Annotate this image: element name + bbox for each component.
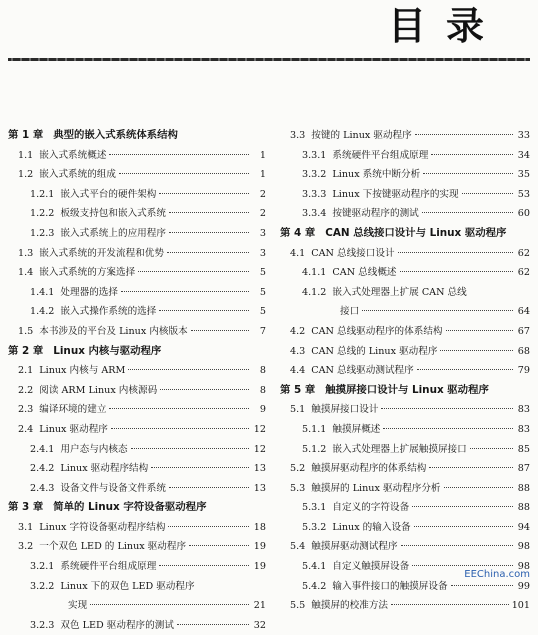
toc-page-number: 8 xyxy=(259,384,266,396)
toc-dot-leader xyxy=(167,252,249,253)
toc-entry-number: 3.2.2 xyxy=(30,580,55,592)
toc-entry-number: 4.3 xyxy=(290,345,306,357)
toc-entry xyxy=(8,263,266,283)
toc-entry xyxy=(8,224,266,244)
toc-entry xyxy=(8,440,266,460)
toc-entry-title: Linux 内核与 ARM xyxy=(39,365,126,377)
toc-entry-number: 2.4.2 xyxy=(30,463,55,475)
toc-entry-title: 板级支持包和嵌入式系统 xyxy=(60,208,166,220)
toc-entry xyxy=(280,498,530,518)
title-char-2: 录 xyxy=(445,4,484,48)
toc-dot-leader xyxy=(362,310,513,311)
toc-chapter-heading xyxy=(8,498,266,518)
toc-entry xyxy=(280,244,530,264)
toc-page-number: 19 xyxy=(253,561,266,573)
toc-page-number: 88 xyxy=(517,482,530,494)
toc-page-number: 53 xyxy=(517,188,530,200)
toc-dot-leader xyxy=(159,565,249,566)
toc-entry-title: 按键驱动程序的测试 xyxy=(332,208,419,220)
toc-dot-leader xyxy=(451,585,513,586)
toc-entry-title: 触摸屏概述 xyxy=(332,423,381,435)
toc-page-number: 83 xyxy=(517,404,530,416)
toc-page-number: 64 xyxy=(517,306,530,318)
toc-dot-leader xyxy=(131,448,249,449)
toc-dot-leader xyxy=(159,310,249,311)
toc-dot-leader xyxy=(159,193,249,194)
toc-entry-title: Linux 的输入设备 xyxy=(332,521,411,533)
toc-entry xyxy=(280,283,530,303)
toc-entry-number: 2.1 xyxy=(18,365,34,377)
toc-page-number: 68 xyxy=(517,345,530,357)
toc-entry-title: CAN 总线驱动程序的体系结构 xyxy=(311,325,443,337)
toc-entry xyxy=(8,381,266,401)
toc-entry xyxy=(8,146,266,166)
toc-page-number: 85 xyxy=(517,443,530,455)
toc-entry xyxy=(8,244,266,264)
toc-entry-number: 2.4.1 xyxy=(30,443,55,455)
toc-dot-leader xyxy=(414,526,513,527)
toc-entry-number: 5.3 xyxy=(290,482,306,494)
toc-entry-number: 5.3.2 xyxy=(302,521,327,533)
toc-entry-number: 第 4 章 xyxy=(280,226,316,239)
toc-dot-leader xyxy=(412,565,513,566)
toc-entry-title: Linux 下按键驱动程序的实现 xyxy=(332,188,459,200)
toc-dot-leader xyxy=(109,408,249,409)
toc-dot-leader xyxy=(400,271,513,272)
toc-page-number: 3 xyxy=(259,227,266,239)
toc-entry-title: Linux 系统中断分析 xyxy=(332,169,421,181)
toc-page-number: 35 xyxy=(517,169,530,181)
toc-entry-title: Linux 内核与驱动程序 xyxy=(53,344,162,357)
toc-dot-leader xyxy=(470,448,513,449)
toc-entry-number: 2.3 xyxy=(18,404,34,416)
toc-page-number: 1 xyxy=(259,149,266,161)
toc-entry-number: 3.2 xyxy=(18,541,34,553)
toc-entry xyxy=(8,302,266,322)
toc-entry-title: 触摸屏驱动测试程序 xyxy=(311,541,398,553)
toc-entry xyxy=(280,263,530,283)
toc-entry-number: 2.4 xyxy=(18,423,34,435)
toc-entry-title: 处理器的选择 xyxy=(60,286,118,298)
toc-entry-title: CAN 总线的 Linux 驱动程序 xyxy=(311,345,438,357)
toc-page-number: 18 xyxy=(253,521,266,533)
toc-chapter-heading xyxy=(8,126,266,146)
toc-dot-leader xyxy=(412,506,513,507)
toc-page-number: 99 xyxy=(517,580,530,592)
toc-entry-title: 系统硬件平台组成原理 xyxy=(332,149,429,161)
toc-entry-number: 4.1.2 xyxy=(302,286,327,298)
toc-entry-title: 嵌入式系统的组成 xyxy=(39,169,117,181)
toc-entry-title: 触摸屏驱动程序的体系结构 xyxy=(311,463,427,475)
toc-entry-number: 3.3 xyxy=(290,130,306,141)
toc-entry xyxy=(8,185,266,205)
toc-entry-title: 嵌入式处理器上扩展 CAN 总线 xyxy=(332,286,467,298)
toc-entry-number: 1.2.2 xyxy=(30,208,55,220)
toc-entry-title: Linux 驱动程序 xyxy=(39,423,108,435)
toc-page-number: 67 xyxy=(517,325,530,337)
toc-page-number: 13 xyxy=(253,482,266,494)
toc-dot-leader xyxy=(446,330,513,331)
toc-entry-title: 双色 LED 驱动程序的测试 xyxy=(60,619,174,631)
toc-entry-number: 4.1 xyxy=(290,247,306,259)
toc-entry-number: 5.1 xyxy=(290,404,306,416)
toc-entry-title: 本书涉及的平台及 Linux 内核版本 xyxy=(39,325,188,337)
toc-dot-leader xyxy=(431,154,513,155)
toc-entry-number: 5.2 xyxy=(290,463,306,475)
toc-entry-title: Linux 驱动程序结构 xyxy=(60,463,149,475)
toc-entry xyxy=(8,165,266,185)
toc-entry-number: 3.3.1 xyxy=(302,149,327,161)
toc-dot-leader xyxy=(160,389,249,390)
toc-entry-number: 第 1 章 xyxy=(8,129,44,141)
toc-dot-leader xyxy=(90,604,249,605)
toc-entry-title: 嵌入式平台的硬件架构 xyxy=(60,188,157,200)
toc-entry-number: 1.2.1 xyxy=(30,188,55,200)
toc-entry-number: 第 5 章 xyxy=(280,383,316,396)
toc-entry-number: 2.4.3 xyxy=(30,482,55,494)
toc-page-number: 2 xyxy=(259,188,266,200)
toc-entry-number: 3.2.1 xyxy=(30,561,55,573)
toc-entry-title: 自定义触摸屏设备 xyxy=(332,561,410,573)
toc-entry-title: 接口 xyxy=(340,306,360,318)
watermark: EEChina.com xyxy=(464,569,530,580)
title-char-1: 目 xyxy=(387,4,426,48)
toc-page-number: 87 xyxy=(517,463,530,475)
toc-dot-leader xyxy=(423,173,513,174)
toc-dot-leader xyxy=(169,212,249,213)
toc-entry xyxy=(280,361,530,381)
toc-entry xyxy=(8,577,266,597)
title-rule xyxy=(8,58,530,61)
toc-entry xyxy=(280,204,530,224)
toc-entry-number: 5.4 xyxy=(290,541,306,553)
toc-entry-number: 4.2 xyxy=(290,325,306,337)
toc-entry-title: 简单的 Linux 字符设备驱动程序 xyxy=(53,501,207,514)
toc-entry-number: 1.2 xyxy=(18,169,34,181)
toc-entry-number: 1.1 xyxy=(18,149,34,161)
toc-page-number: 9 xyxy=(259,404,266,416)
toc-dot-leader xyxy=(109,154,249,155)
toc-entry xyxy=(280,440,530,460)
toc-page-number: 94 xyxy=(517,521,530,533)
toc-entry xyxy=(8,420,266,440)
toc-entry-title: 嵌入式系统概述 xyxy=(39,149,107,161)
toc-entry xyxy=(8,322,266,342)
toc-dot-leader xyxy=(189,545,249,546)
toc-chapter-heading xyxy=(280,381,530,401)
toc-entry-number: 2.2 xyxy=(18,384,34,396)
toc-page-number: 101 xyxy=(511,600,530,612)
toc-entry-title: 嵌入式系统上的应用程序 xyxy=(60,227,166,239)
toc-dot-leader xyxy=(398,252,513,253)
toc-entry xyxy=(280,479,530,499)
toc-chapter-heading xyxy=(8,342,266,362)
toc-page-number: 5 xyxy=(259,286,266,298)
toc-entry-number: 1.4.2 xyxy=(30,306,55,318)
toc-dot-leader xyxy=(401,545,513,546)
toc-page-number: 33 xyxy=(517,130,530,141)
toc-page-number: 88 xyxy=(517,502,530,514)
toc-entry-number: 5.4.2 xyxy=(302,580,327,592)
toc-entry xyxy=(280,518,530,538)
toc-dot-leader xyxy=(177,624,249,625)
toc-entry xyxy=(280,185,530,205)
toc-page-number: 12 xyxy=(253,423,266,435)
toc-left-column xyxy=(8,126,266,635)
toc-entry-number: 5.4.1 xyxy=(302,561,327,573)
toc-page-number: 19 xyxy=(253,541,266,553)
toc-entry-title: 编译环境的建立 xyxy=(39,404,107,416)
toc-dot-leader xyxy=(440,350,513,351)
toc-entry xyxy=(280,146,530,166)
toc-entry-title: 阅读 ARM Linux 内核源码 xyxy=(39,384,158,396)
toc-entry-title: 实现 xyxy=(68,600,88,612)
toc-dot-leader xyxy=(391,604,509,605)
toc-entry xyxy=(280,537,530,557)
toc-entry-title: CAN 总线接口设计与 Linux 驱动程序 xyxy=(325,226,507,239)
toc-dot-leader xyxy=(191,330,249,331)
toc-dot-leader xyxy=(169,232,249,233)
toc-dot-leader xyxy=(429,467,513,468)
toc-entry-number: 5.1.1 xyxy=(302,423,327,435)
toc-page-number: 21 xyxy=(253,600,266,612)
toc-page-number: 62 xyxy=(517,267,530,279)
page-title xyxy=(388,4,484,48)
toc-dot-leader xyxy=(119,173,249,174)
toc-entry-number: 1.4.1 xyxy=(30,286,55,298)
toc-entry xyxy=(8,400,266,420)
toc-entry xyxy=(280,596,530,616)
toc-entry xyxy=(280,420,530,440)
toc-page-number: 7 xyxy=(259,325,266,337)
toc-entry-number: 3.2.3 xyxy=(30,619,55,631)
toc-page-number: 32 xyxy=(253,619,266,631)
toc-entry-title: CAN 总线概述 xyxy=(332,267,397,279)
toc-entry xyxy=(280,400,530,420)
toc-entry-number: 3.3.2 xyxy=(302,169,327,181)
toc-entry-title: 系统硬件平台组成原理 xyxy=(60,561,157,573)
toc-dot-leader xyxy=(111,428,249,429)
toc-dot-leader xyxy=(169,487,249,488)
toc-entry-number: 第 2 章 xyxy=(8,344,44,357)
toc-entry-title: 嵌入式系统的开发流程和优势 xyxy=(39,247,164,259)
toc-dot-leader xyxy=(462,193,513,194)
toc-entry xyxy=(280,302,530,322)
toc-page-number: 98 xyxy=(517,541,530,553)
toc-entry-number: 3.3.3 xyxy=(302,188,327,200)
toc-entry-title: 触摸屏接口设计 xyxy=(311,404,379,416)
toc-entry-title: 触摸屏的 Linux 驱动程序分析 xyxy=(311,482,441,494)
toc-entry xyxy=(8,616,266,635)
toc-entry-title: 嵌入式操作系统的选择 xyxy=(60,306,157,318)
toc-page-number: 83 xyxy=(517,423,530,435)
toc-right-column xyxy=(280,126,530,616)
toc-page-number: 34 xyxy=(517,149,530,161)
toc-entry xyxy=(8,537,266,557)
toc-entry-title: 输入事件接口的触摸屏设备 xyxy=(332,580,448,592)
toc-entry-number: 3.1 xyxy=(18,521,34,533)
toc-entry xyxy=(8,459,266,479)
toc-page-number: 60 xyxy=(517,208,530,220)
toc-entry-title: Linux 字符设备驱动程序结构 xyxy=(39,521,166,533)
toc-chapter-heading xyxy=(280,224,530,244)
toc-page-number: 2 xyxy=(259,208,266,220)
toc-dot-leader xyxy=(422,212,513,213)
toc-entry-title: 自定义的字符设备 xyxy=(332,502,410,514)
toc-dot-leader xyxy=(417,369,513,370)
toc-entry xyxy=(8,204,266,224)
toc-entry-number: 1.5 xyxy=(18,325,34,337)
toc-entry-number: 1.4 xyxy=(18,267,34,279)
toc-entry-title: 典型的嵌入式系统体系结构 xyxy=(53,129,178,141)
toc-entry-title: 触摸屏接口设计与 Linux 驱动程序 xyxy=(325,383,489,396)
toc-dot-leader xyxy=(168,526,249,527)
toc-entry-number: 5.3.1 xyxy=(302,502,327,514)
toc-dot-leader xyxy=(383,428,513,429)
toc-page-number: 12 xyxy=(253,443,266,455)
toc-page-number: 8 xyxy=(259,365,266,377)
toc-entry xyxy=(8,361,266,381)
toc-entry xyxy=(8,479,266,499)
toc-entry-number: 4.4 xyxy=(290,365,306,377)
toc-entry xyxy=(280,459,530,479)
toc-dot-leader xyxy=(415,134,513,135)
toc-entry-title: CAN 总线驱动测试程序 xyxy=(311,365,414,377)
toc-entry xyxy=(280,165,530,185)
toc-entry-title: 设备文件与设备文件系统 xyxy=(60,482,166,494)
toc-entry-title: Linux 下的双色 LED 驱动程序 xyxy=(60,580,195,592)
toc-entry-title: 触摸屏的校准方法 xyxy=(311,600,389,612)
toc-page-number: 5 xyxy=(259,306,266,318)
toc-entry-number: 5.5 xyxy=(290,600,306,612)
toc-entry-title: 嵌入式系统的方案选择 xyxy=(39,267,136,279)
toc-page-number: 5 xyxy=(259,267,266,279)
toc-entry-number: 4.1.1 xyxy=(302,267,327,279)
toc-entry-title: 用户态与内核态 xyxy=(60,443,128,455)
toc-entry xyxy=(8,283,266,303)
toc-page-number: 98 xyxy=(517,561,530,573)
toc-entry-number: 5.1.2 xyxy=(302,443,327,455)
toc-entry-number: 第 3 章 xyxy=(8,501,44,514)
toc-dot-leader xyxy=(138,271,249,272)
toc-dot-leader xyxy=(444,487,513,488)
toc-dot-leader xyxy=(151,467,249,468)
toc-entry-number: 1.2.3 xyxy=(30,227,55,239)
toc-entry-title: CAN 总线接口设计 xyxy=(311,247,395,259)
toc-page-number: 13 xyxy=(253,463,266,475)
toc-entry xyxy=(8,596,266,616)
toc-entry-number: 1.3 xyxy=(18,247,34,259)
toc-entry xyxy=(280,322,530,342)
toc-entry xyxy=(280,342,530,362)
toc-entry xyxy=(8,557,266,577)
toc-entry-title: 一个双色 LED 的 Linux 驱动程序 xyxy=(39,541,187,553)
toc-page-number: 3 xyxy=(259,247,266,259)
toc-entry-number: 3.3.4 xyxy=(302,208,327,220)
toc-page-number: 79 xyxy=(517,365,530,377)
toc-entry-title: 嵌入式处理器上扩展触摸屏接口 xyxy=(332,443,467,455)
toc-page-number: 1 xyxy=(259,169,266,181)
toc-entry xyxy=(8,518,266,538)
toc-dot-leader xyxy=(121,291,249,292)
toc-entry-title: 按键的 Linux 驱动程序 xyxy=(311,130,412,141)
toc-page-number: 62 xyxy=(517,247,530,259)
toc-dot-leader xyxy=(381,408,513,409)
toc-entry xyxy=(280,126,530,146)
toc-dot-leader xyxy=(128,369,249,370)
